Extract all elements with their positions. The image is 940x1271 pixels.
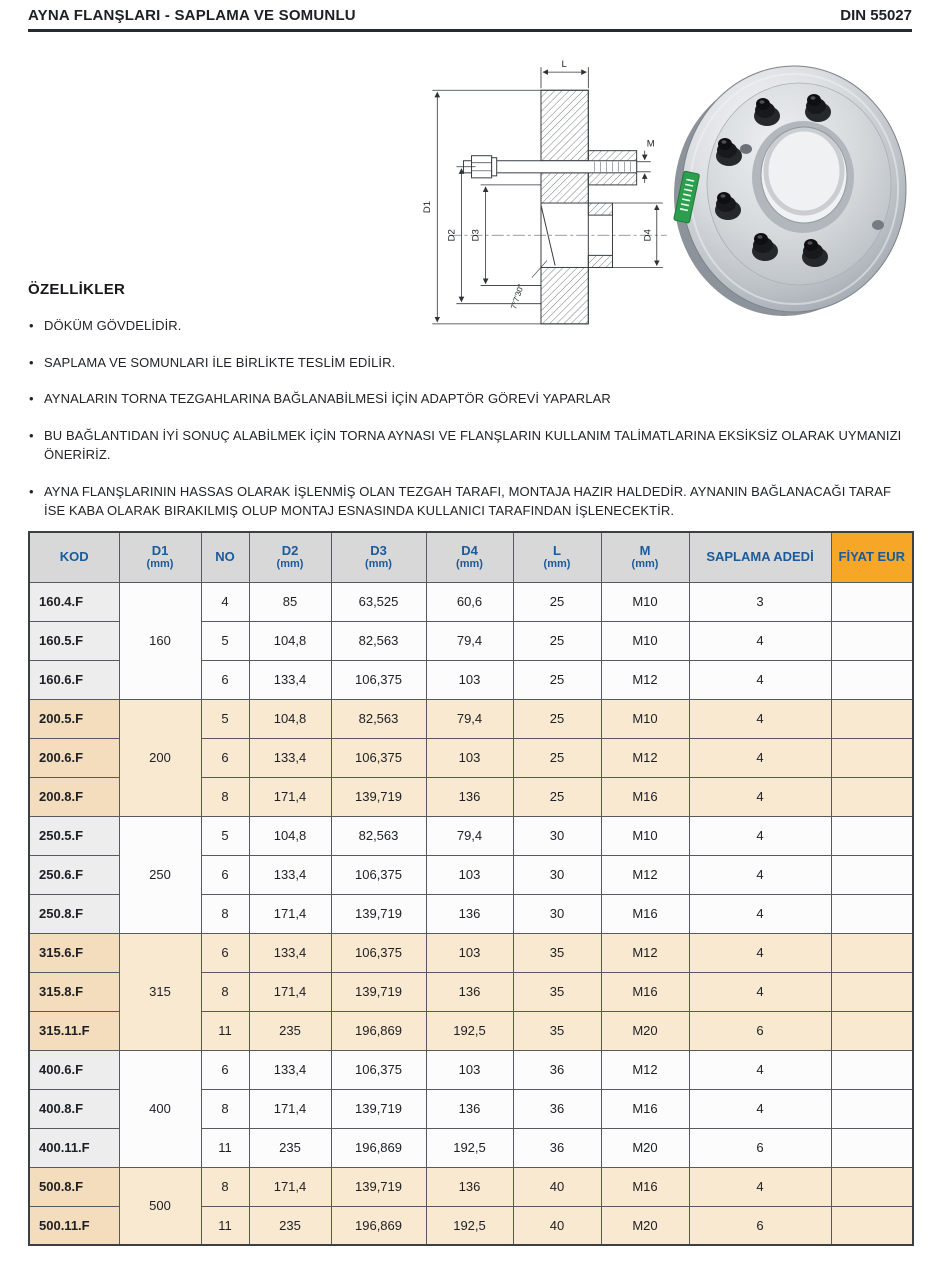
cell-d3: 63,525 (331, 582, 426, 621)
cell-no: 5 (201, 816, 249, 855)
cell-d3: 106,375 (331, 855, 426, 894)
cell-d2: 235 (249, 1128, 331, 1167)
cell-d2: 171,4 (249, 777, 331, 816)
cell-saplama: 4 (689, 699, 831, 738)
cell-fiyat (831, 1089, 913, 1128)
cell-l: 35 (513, 933, 601, 972)
cell-l: 25 (513, 582, 601, 621)
cell-l: 25 (513, 777, 601, 816)
cell-fiyat (831, 1206, 913, 1245)
cell-d4: 192,5 (426, 1011, 513, 1050)
cell-d4: 79,4 (426, 621, 513, 660)
cell-no: 8 (201, 1167, 249, 1206)
column-header: KOD (29, 532, 119, 582)
cell-fiyat (831, 621, 913, 660)
feature-item: • BU BAĞLANTIDAN İYİ SONUÇ ALABİLMEK İÇİN TORNA AYNASI VE FLANŞLARIN KULLANIM TALİMATLARINA EKSİKSİZ OLARAK UYMANIZI ÖNERİRİZ. (28, 426, 902, 465)
cell-d2: 104,8 (249, 816, 331, 855)
cell-d4: 136 (426, 1089, 513, 1128)
cell-no: 6 (201, 660, 249, 699)
cell-d1: 200 (119, 699, 201, 816)
cell-d1: 160 (119, 582, 201, 699)
dim-label-d3: D3 (470, 229, 482, 242)
cell-d3: 196,869 (331, 1011, 426, 1050)
cell-m: M12 (601, 933, 689, 972)
dim-label-m: M (646, 138, 655, 150)
cell-d3: 106,375 (331, 660, 426, 699)
cell-d4: 103 (426, 933, 513, 972)
cell-d3: 106,375 (331, 1050, 426, 1089)
cell-d2: 235 (249, 1206, 331, 1245)
dim-label-d2: D2 (446, 229, 458, 242)
cell-d3: 139,719 (331, 1167, 426, 1206)
cell-no: 6 (201, 738, 249, 777)
cell-d2: 171,4 (249, 1089, 331, 1128)
cell-kod: 315.6.F (29, 933, 119, 972)
table-body (29, 582, 913, 1245)
cell-d3: 82,563 (331, 816, 426, 855)
cell-fiyat (831, 1011, 913, 1050)
cell-kod: 315.11.F (29, 1011, 119, 1050)
column-header: D1 (mm) (119, 532, 201, 582)
cell-no: 8 (201, 894, 249, 933)
cell-kod: 500.8.F (29, 1167, 119, 1206)
cell-no: 6 (201, 855, 249, 894)
cell-m: M20 (601, 1011, 689, 1050)
cell-l: 25 (513, 621, 601, 660)
column-header: L (mm) (513, 532, 601, 582)
cell-kod: 250.8.F (29, 894, 119, 933)
cell-d3: 196,869 (331, 1128, 426, 1167)
cell-d2: 133,4 (249, 660, 331, 699)
cell-d3: 139,719 (331, 1089, 426, 1128)
dim-label-angle: 7°7'30" (509, 283, 526, 311)
spec-table (28, 531, 914, 1246)
cell-kod: 400.8.F (29, 1089, 119, 1128)
table-row (29, 699, 913, 738)
cell-m: M16 (601, 894, 689, 933)
cell-l: 36 (513, 1050, 601, 1089)
cell-d4: 103 (426, 738, 513, 777)
cell-kod: 200.5.F (29, 699, 119, 738)
cell-fiyat (831, 816, 913, 855)
cell-d1: 400 (119, 1050, 201, 1167)
cell-saplama: 4 (689, 738, 831, 777)
cell-l: 30 (513, 855, 601, 894)
cell-kod: 160.4.F (29, 582, 119, 621)
cell-fiyat (831, 1167, 913, 1206)
cell-fiyat (831, 972, 913, 1011)
cell-saplama: 4 (689, 816, 831, 855)
cell-no: 11 (201, 1011, 249, 1050)
dim-label-d4: D4 (642, 229, 654, 242)
column-header: NO (201, 532, 249, 582)
cell-l: 36 (513, 1128, 601, 1167)
cell-m: M20 (601, 1128, 689, 1167)
cell-m: M16 (601, 1167, 689, 1206)
cell-fiyat (831, 699, 913, 738)
cell-m: M16 (601, 972, 689, 1011)
cell-d2: 133,4 (249, 1050, 331, 1089)
cell-kod: 200.6.F (29, 738, 119, 777)
column-header: D3 (mm) (331, 532, 426, 582)
cell-kod: 160.5.F (29, 621, 119, 660)
cell-no: 4 (201, 582, 249, 621)
cell-d3: 106,375 (331, 933, 426, 972)
features-list (28, 316, 902, 521)
cell-fiyat (831, 933, 913, 972)
cell-l: 35 (513, 972, 601, 1011)
cell-m: M10 (601, 816, 689, 855)
cell-d2: 171,4 (249, 894, 331, 933)
cell-saplama: 4 (689, 621, 831, 660)
cell-saplama: 6 (689, 1206, 831, 1245)
cell-saplama: 4 (689, 777, 831, 816)
cell-d2: 235 (249, 1011, 331, 1050)
cell-d4: 192,5 (426, 1206, 513, 1245)
cell-fiyat (831, 738, 913, 777)
cell-saplama: 6 (689, 1128, 831, 1167)
cell-saplama: 4 (689, 894, 831, 933)
flange-body (674, 66, 906, 316)
cell-d1: 500 (119, 1167, 201, 1245)
cell-m: M10 (601, 699, 689, 738)
cell-d2: 133,4 (249, 738, 331, 777)
feature-item: • DÖKÜM GÖVDELİDİR. (28, 316, 902, 336)
cell-d4: 103 (426, 855, 513, 894)
face-hole (740, 144, 752, 154)
face-hole (872, 220, 884, 230)
dim-label-l: L (561, 59, 567, 71)
cell-kod: 500.11.F (29, 1206, 119, 1245)
cell-d4: 136 (426, 894, 513, 933)
cell-d2: 133,4 (249, 855, 331, 894)
feature-item: • SAPLAMA VE SOMUNLARI İLE BİRLİKTE TESLİM EDİLİR. (28, 353, 902, 373)
cell-l: 30 (513, 894, 601, 933)
cell-d3: 82,563 (331, 621, 426, 660)
cell-l: 25 (513, 660, 601, 699)
cell-no: 5 (201, 699, 249, 738)
column-header: FİYAT EUR (831, 532, 913, 582)
features-section (28, 281, 902, 538)
cell-d4: 79,4 (426, 699, 513, 738)
cell-kod: 315.8.F (29, 972, 119, 1011)
cell-m: M12 (601, 855, 689, 894)
cell-d1: 250 (119, 816, 201, 933)
cell-m: M12 (601, 1050, 689, 1089)
cell-no: 6 (201, 933, 249, 972)
cell-saplama: 4 (689, 1167, 831, 1206)
cell-kod: 160.6.F (29, 660, 119, 699)
cell-d4: 60,6 (426, 582, 513, 621)
cell-saplama: 4 (689, 1050, 831, 1089)
cell-kod: 250.5.F (29, 816, 119, 855)
table-row (29, 933, 913, 972)
cell-d2: 133,4 (249, 933, 331, 972)
table-row (29, 1167, 913, 1206)
cell-d3: 106,375 (331, 738, 426, 777)
column-header: D2 (mm) (249, 532, 331, 582)
column-header: SAPLAMA ADEDİ (689, 532, 831, 582)
cell-l: 25 (513, 699, 601, 738)
feature-item: • AYNA FLANŞLARININ HASSAS OLARAK İŞLENMİŞ OLAN TEZGAH TARAFI, MONTAJA HAZIR HALDEDİR. AYNANIN BAĞLANACAĞI TARAF İSE KABA OLARAK BIRAKILMIŞ OLUP MONTAJ ESNASINDA KULLANICI TARAFINDAN İŞLENECEKTİR. (28, 482, 902, 521)
cell-kod: 200.8.F (29, 777, 119, 816)
page-title: AYNA FLANŞLARI - SAPLAMA VE SOMUNLU (28, 7, 356, 24)
cell-kod: 250.6.F (29, 855, 119, 894)
cell-m: M16 (601, 777, 689, 816)
cell-l: 30 (513, 816, 601, 855)
cell-d3: 82,563 (331, 699, 426, 738)
cell-d4: 136 (426, 1167, 513, 1206)
cell-fiyat (831, 894, 913, 933)
cell-saplama: 3 (689, 582, 831, 621)
features-heading: ÖZELLİKLER (28, 281, 126, 298)
cell-fiyat (831, 660, 913, 699)
cell-d1: 315 (119, 933, 201, 1050)
cell-l: 25 (513, 738, 601, 777)
cell-no: 5 (201, 621, 249, 660)
cell-m: M12 (601, 738, 689, 777)
cell-m: M10 (601, 582, 689, 621)
cell-fiyat (831, 777, 913, 816)
cell-m: M12 (601, 660, 689, 699)
feature-item: • AYNALARIN TORNA TEZGAHLARINA BAĞLANABİLMESİ İÇİN ADAPTÖR GÖREVİ YAPARLAR (28, 389, 902, 409)
cell-d3: 139,719 (331, 972, 426, 1011)
column-header: M (mm) (601, 532, 689, 582)
cell-d3: 139,719 (331, 777, 426, 816)
cell-saplama: 4 (689, 972, 831, 1011)
cell-d4: 103 (426, 660, 513, 699)
table-row (29, 582, 913, 621)
cell-fiyat (831, 855, 913, 894)
cell-d2: 171,4 (249, 972, 331, 1011)
header-divider (28, 29, 912, 32)
cell-m: M16 (601, 1089, 689, 1128)
cell-fiyat (831, 1050, 913, 1089)
table-row (29, 816, 913, 855)
dim-label-d1: D1 (422, 200, 434, 214)
standard-code: DIN 55027 (840, 7, 912, 24)
page-header (28, 7, 912, 24)
cell-saplama: 4 (689, 933, 831, 972)
cell-no: 11 (201, 1206, 249, 1245)
cell-d4: 136 (426, 777, 513, 816)
table-row (29, 1050, 913, 1089)
cell-d3: 139,719 (331, 894, 426, 933)
cell-no: 8 (201, 777, 249, 816)
cell-d4: 192,5 (426, 1128, 513, 1167)
cell-d3: 196,869 (331, 1206, 426, 1245)
cell-d2: 171,4 (249, 1167, 331, 1206)
cell-saplama: 6 (689, 1011, 831, 1050)
cell-d4: 79,4 (426, 816, 513, 855)
cell-m: M20 (601, 1206, 689, 1245)
cell-l: 40 (513, 1206, 601, 1245)
cell-no: 8 (201, 972, 249, 1011)
cell-kod: 400.11.F (29, 1128, 119, 1167)
cell-saplama: 4 (689, 660, 831, 699)
cell-l: 40 (513, 1167, 601, 1206)
cell-d4: 136 (426, 972, 513, 1011)
cell-fiyat (831, 582, 913, 621)
cell-l: 36 (513, 1089, 601, 1128)
cell-kod: 400.6.F (29, 1050, 119, 1089)
cell-saplama: 4 (689, 855, 831, 894)
cell-d2: 85 (249, 582, 331, 621)
cell-no: 8 (201, 1089, 249, 1128)
cell-d2: 104,8 (249, 621, 331, 660)
cell-no: 11 (201, 1128, 249, 1167)
cell-l: 35 (513, 1011, 601, 1050)
cell-m: M10 (601, 621, 689, 660)
cell-d2: 104,8 (249, 699, 331, 738)
table-head-row (29, 532, 913, 582)
cell-fiyat (831, 1128, 913, 1167)
cell-no: 6 (201, 1050, 249, 1089)
cell-saplama: 4 (689, 1089, 831, 1128)
column-header: D4 (mm) (426, 532, 513, 582)
cell-d4: 103 (426, 1050, 513, 1089)
